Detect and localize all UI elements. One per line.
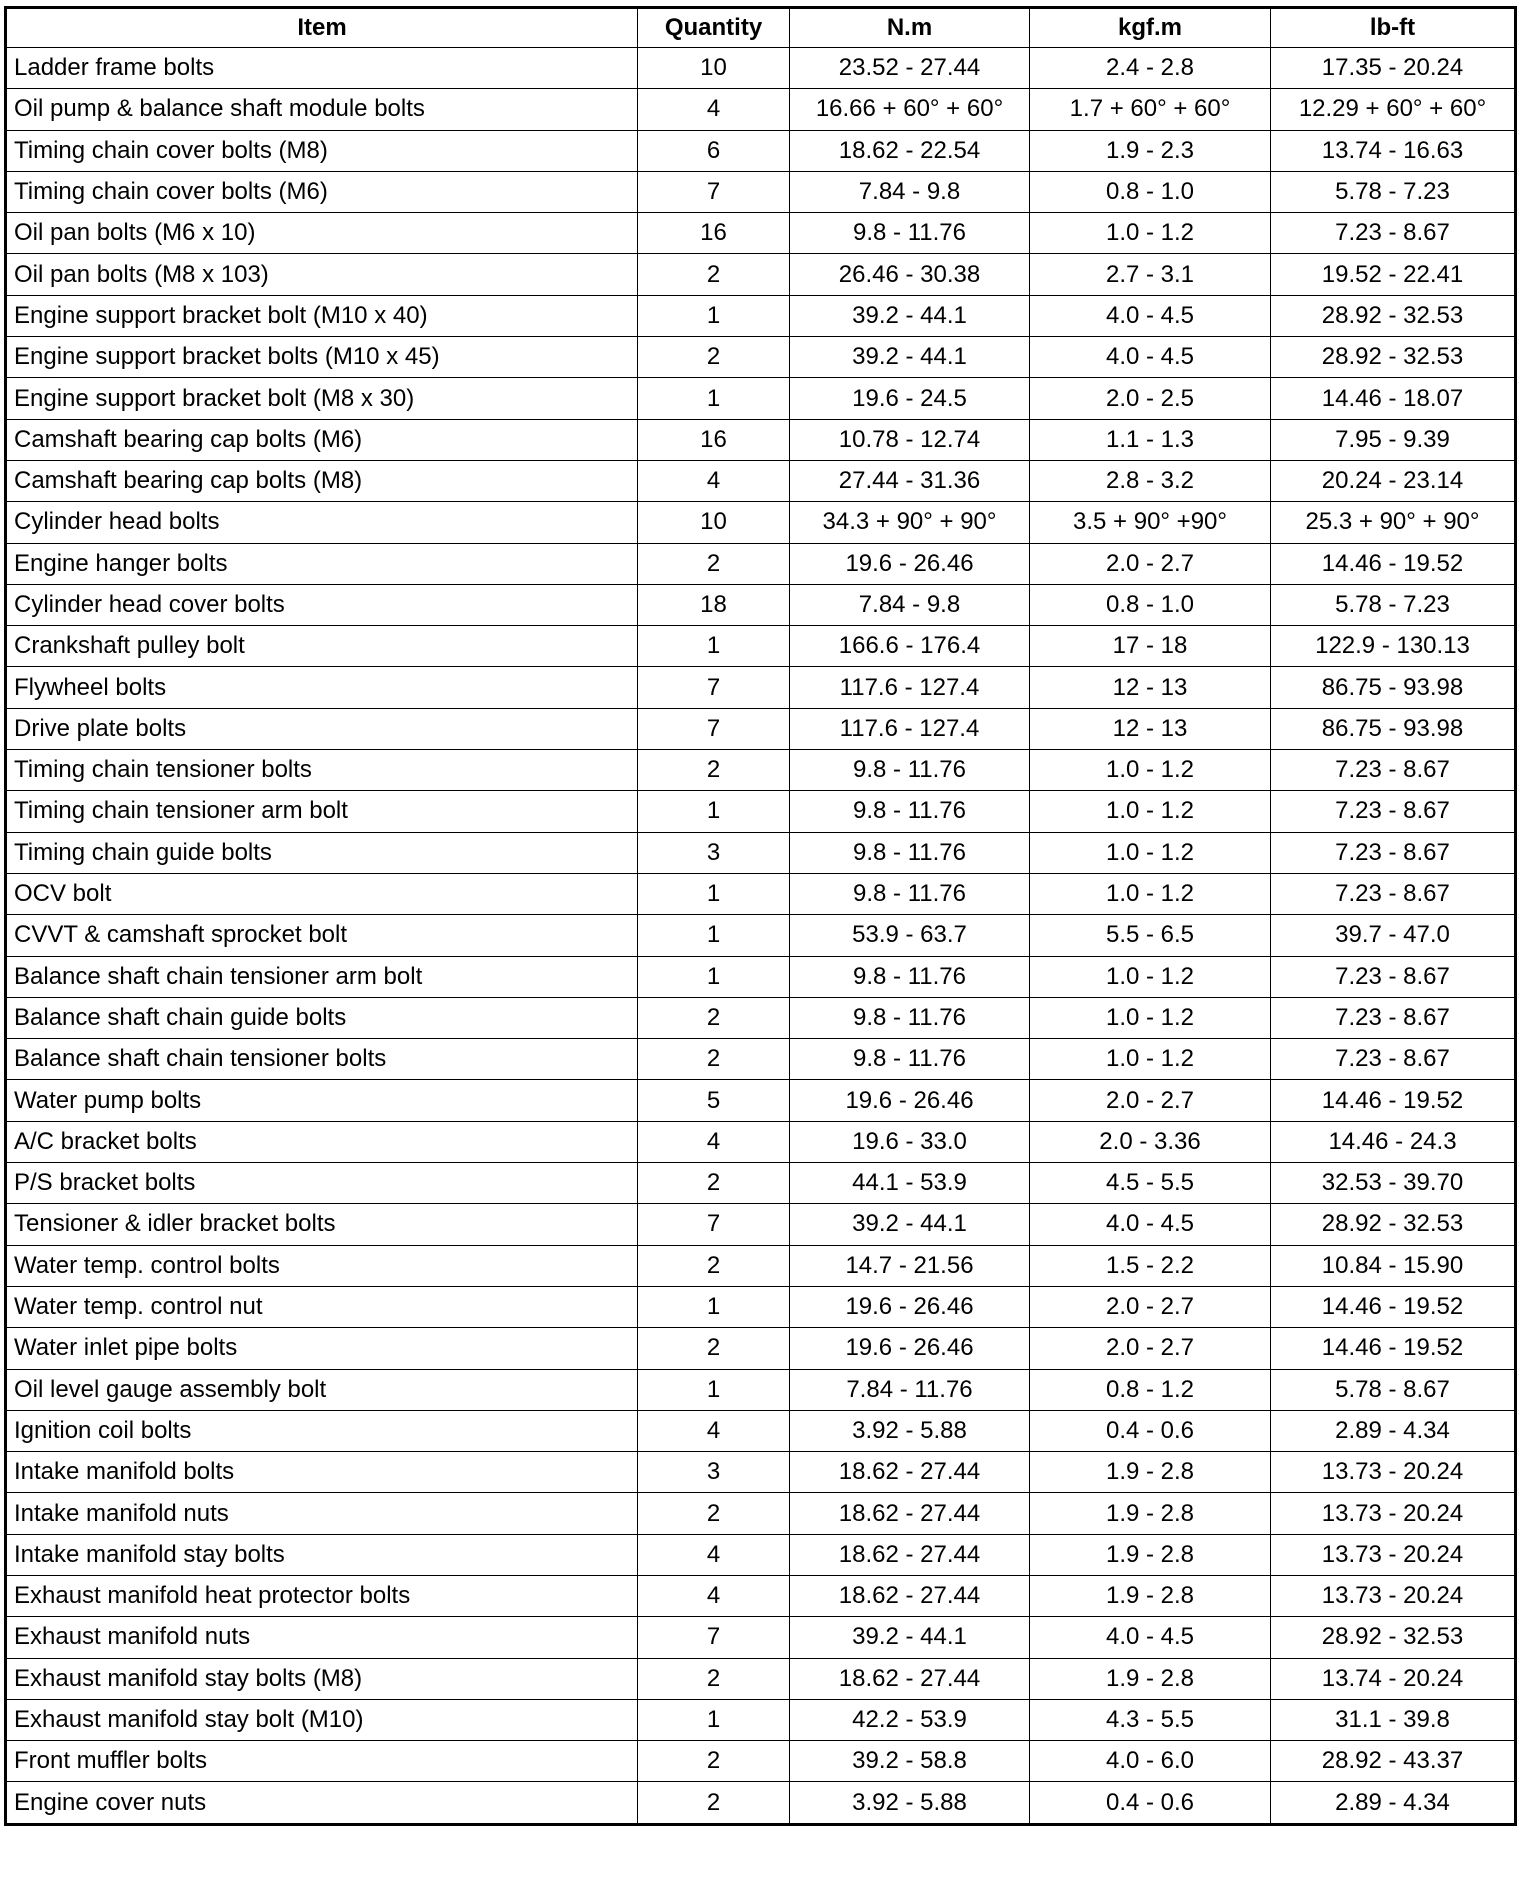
cell-lbft: 32.53 - 39.70	[1271, 1163, 1516, 1204]
cell-lbft: 17.35 - 20.24	[1271, 48, 1516, 89]
table-row	[6, 1452, 1516, 1493]
cell-item: Engine support bracket bolt (M10 x 40)	[6, 295, 638, 336]
header-quantity: Quantity	[638, 8, 790, 48]
cell-nm: 19.6 - 33.0	[790, 1121, 1030, 1162]
cell-nm: 16.66 + 60° + 60°	[790, 89, 1030, 130]
cell-quantity: 7	[638, 1617, 790, 1658]
cell-nm: 19.6 - 26.46	[790, 1080, 1030, 1121]
cell-nm: 9.8 - 11.76	[790, 956, 1030, 997]
cell-lbft: 14.46 - 19.52	[1271, 1328, 1516, 1369]
cell-item: Engine support bracket bolts (M10 x 45)	[6, 337, 638, 378]
cell-quantity: 2	[638, 1658, 790, 1699]
cell-kgfm: 1.0 - 1.2	[1030, 213, 1271, 254]
table-body	[6, 48, 1516, 1825]
cell-quantity: 10	[638, 502, 790, 543]
cell-item: Oil level gauge assembly bolt	[6, 1369, 638, 1410]
cell-nm: 10.78 - 12.74	[790, 419, 1030, 460]
cell-nm: 39.2 - 44.1	[790, 1617, 1030, 1658]
table-row	[6, 1080, 1516, 1121]
table-row	[6, 1163, 1516, 1204]
cell-lbft: 28.92 - 32.53	[1271, 295, 1516, 336]
cell-kgfm: 1.0 - 1.2	[1030, 750, 1271, 791]
cell-lbft: 20.24 - 23.14	[1271, 460, 1516, 501]
cell-nm: 39.2 - 58.8	[790, 1741, 1030, 1782]
cell-item: P/S bracket bolts	[6, 1163, 638, 1204]
cell-quantity: 4	[638, 1121, 790, 1162]
cell-nm: 9.8 - 11.76	[790, 750, 1030, 791]
table-row	[6, 1699, 1516, 1740]
cell-quantity: 1	[638, 915, 790, 956]
cell-item: Tensioner & idler bracket bolts	[6, 1204, 638, 1245]
cell-quantity: 2	[638, 1493, 790, 1534]
cell-nm: 39.2 - 44.1	[790, 295, 1030, 336]
cell-item: Balance shaft chain tensioner bolts	[6, 1039, 638, 1080]
table-row	[6, 750, 1516, 791]
table-row	[6, 254, 1516, 295]
cell-lbft: 10.84 - 15.90	[1271, 1245, 1516, 1286]
cell-item: Timing chain tensioner arm bolt	[6, 791, 638, 832]
cell-item: Drive plate bolts	[6, 708, 638, 749]
cell-item: Timing chain cover bolts (M8)	[6, 130, 638, 171]
table-row	[6, 1741, 1516, 1782]
cell-nm: 117.6 - 127.4	[790, 667, 1030, 708]
cell-kgfm: 2.0 - 2.7	[1030, 1328, 1271, 1369]
table-row	[6, 915, 1516, 956]
cell-kgfm: 1.9 - 2.8	[1030, 1452, 1271, 1493]
cell-kgfm: 1.0 - 1.2	[1030, 956, 1271, 997]
cell-lbft: 28.92 - 43.37	[1271, 1741, 1516, 1782]
cell-lbft: 7.23 - 8.67	[1271, 832, 1516, 873]
cell-lbft: 2.89 - 4.34	[1271, 1410, 1516, 1451]
cell-nm: 19.6 - 26.46	[790, 1286, 1030, 1327]
cell-lbft: 7.23 - 8.67	[1271, 213, 1516, 254]
table-row	[6, 1328, 1516, 1369]
cell-item: Timing chain cover bolts (M6)	[6, 171, 638, 212]
cell-quantity: 4	[638, 1534, 790, 1575]
cell-quantity: 4	[638, 1410, 790, 1451]
cell-kgfm: 12 - 13	[1030, 667, 1271, 708]
cell-quantity: 7	[638, 667, 790, 708]
table-row	[6, 502, 1516, 543]
cell-quantity: 6	[638, 130, 790, 171]
cell-nm: 39.2 - 44.1	[790, 1204, 1030, 1245]
cell-lbft: 86.75 - 93.98	[1271, 667, 1516, 708]
cell-lbft: 7.23 - 8.67	[1271, 873, 1516, 914]
cell-item: CVVT & camshaft sprocket bolt	[6, 915, 638, 956]
cell-nm: 166.6 - 176.4	[790, 626, 1030, 667]
cell-lbft: 28.92 - 32.53	[1271, 1617, 1516, 1658]
table-row	[6, 832, 1516, 873]
cell-kgfm: 17 - 18	[1030, 626, 1271, 667]
cell-nm: 3.92 - 5.88	[790, 1410, 1030, 1451]
cell-kgfm: 1.9 - 2.3	[1030, 130, 1271, 171]
cell-item: Cylinder head bolts	[6, 502, 638, 543]
cell-nm: 3.92 - 5.88	[790, 1782, 1030, 1824]
header-row	[6, 8, 1516, 48]
cell-quantity: 3	[638, 1452, 790, 1493]
cell-nm: 9.8 - 11.76	[790, 832, 1030, 873]
cell-item: Ignition coil bolts	[6, 1410, 638, 1451]
cell-quantity: 4	[638, 89, 790, 130]
cell-nm: 9.8 - 11.76	[790, 997, 1030, 1038]
cell-item: Crankshaft pulley bolt	[6, 626, 638, 667]
table-row	[6, 1658, 1516, 1699]
cell-quantity: 2	[638, 1163, 790, 1204]
cell-kgfm: 2.0 - 2.5	[1030, 378, 1271, 419]
cell-nm: 27.44 - 31.36	[790, 460, 1030, 501]
cell-kgfm: 1.0 - 1.2	[1030, 997, 1271, 1038]
cell-item: Water temp. control bolts	[6, 1245, 638, 1286]
cell-kgfm: 4.5 - 5.5	[1030, 1163, 1271, 1204]
cell-kgfm: 2.0 - 2.7	[1030, 1080, 1271, 1121]
cell-item: Engine cover nuts	[6, 1782, 638, 1824]
cell-item: Ladder frame bolts	[6, 48, 638, 89]
table-row	[6, 956, 1516, 997]
cell-kgfm: 1.9 - 2.8	[1030, 1493, 1271, 1534]
cell-item: Balance shaft chain tensioner arm bolt	[6, 956, 638, 997]
cell-lbft: 28.92 - 32.53	[1271, 337, 1516, 378]
cell-item: Camshaft bearing cap bolts (M8)	[6, 460, 638, 501]
cell-kgfm: 4.0 - 4.5	[1030, 295, 1271, 336]
table-row	[6, 1410, 1516, 1451]
cell-lbft: 13.74 - 16.63	[1271, 130, 1516, 171]
cell-kgfm: 1.0 - 1.2	[1030, 873, 1271, 914]
cell-kgfm: 4.3 - 5.5	[1030, 1699, 1271, 1740]
cell-nm: 18.62 - 27.44	[790, 1534, 1030, 1575]
cell-lbft: 5.78 - 8.67	[1271, 1369, 1516, 1410]
cell-item: Intake manifold bolts	[6, 1452, 638, 1493]
cell-lbft: 13.73 - 20.24	[1271, 1534, 1516, 1575]
cell-lbft: 14.46 - 19.52	[1271, 1286, 1516, 1327]
cell-kgfm: 2.4 - 2.8	[1030, 48, 1271, 89]
cell-lbft: 7.23 - 8.67	[1271, 750, 1516, 791]
cell-quantity: 1	[638, 1699, 790, 1740]
cell-nm: 26.46 - 30.38	[790, 254, 1030, 295]
cell-quantity: 1	[638, 378, 790, 419]
cell-lbft: 122.9 - 130.13	[1271, 626, 1516, 667]
table-row	[6, 1575, 1516, 1616]
cell-nm: 23.52 - 27.44	[790, 48, 1030, 89]
table-row	[6, 543, 1516, 584]
table-row	[6, 1245, 1516, 1286]
cell-quantity: 2	[638, 254, 790, 295]
cell-kgfm: 5.5 - 6.5	[1030, 915, 1271, 956]
cell-lbft: 14.46 - 19.52	[1271, 543, 1516, 584]
cell-lbft: 5.78 - 7.23	[1271, 584, 1516, 625]
cell-item: Camshaft bearing cap bolts (M6)	[6, 419, 638, 460]
cell-quantity: 5	[638, 1080, 790, 1121]
table-row	[6, 626, 1516, 667]
table-row	[6, 1286, 1516, 1327]
table-row	[6, 130, 1516, 171]
cell-lbft: 13.73 - 20.24	[1271, 1575, 1516, 1616]
table-row	[6, 1493, 1516, 1534]
cell-item: Cylinder head cover bolts	[6, 584, 638, 625]
cell-quantity: 2	[638, 1741, 790, 1782]
table-row	[6, 1121, 1516, 1162]
cell-item: Oil pump & balance shaft module bolts	[6, 89, 638, 130]
cell-nm: 39.2 - 44.1	[790, 337, 1030, 378]
table-row	[6, 1369, 1516, 1410]
cell-lbft: 14.46 - 18.07	[1271, 378, 1516, 419]
table-row	[6, 584, 1516, 625]
cell-lbft: 7.23 - 8.67	[1271, 997, 1516, 1038]
cell-item: A/C bracket bolts	[6, 1121, 638, 1162]
table-row	[6, 337, 1516, 378]
header-lbft: lb-ft	[1271, 8, 1516, 48]
cell-nm: 9.8 - 11.76	[790, 213, 1030, 254]
cell-item: Timing chain guide bolts	[6, 832, 638, 873]
cell-kgfm: 1.9 - 2.8	[1030, 1658, 1271, 1699]
header-item: Item	[6, 8, 638, 48]
cell-kgfm: 2.0 - 3.36	[1030, 1121, 1271, 1162]
cell-quantity: 2	[638, 543, 790, 584]
cell-item: Engine support bracket bolt (M8 x 30)	[6, 378, 638, 419]
cell-lbft: 5.78 - 7.23	[1271, 171, 1516, 212]
cell-item: Water pump bolts	[6, 1080, 638, 1121]
cell-lbft: 86.75 - 93.98	[1271, 708, 1516, 749]
table-row	[6, 1204, 1516, 1245]
cell-nm: 7.84 - 9.8	[790, 171, 1030, 212]
cell-nm: 18.62 - 27.44	[790, 1575, 1030, 1616]
cell-lbft: 19.52 - 22.41	[1271, 254, 1516, 295]
table-row	[6, 89, 1516, 130]
cell-item: Timing chain tensioner bolts	[6, 750, 638, 791]
cell-kgfm: 0.8 - 1.2	[1030, 1369, 1271, 1410]
table-header	[6, 8, 1516, 48]
cell-kgfm: 4.0 - 4.5	[1030, 1617, 1271, 1658]
cell-quantity: 18	[638, 584, 790, 625]
cell-item: Exhaust manifold stay bolts (M8)	[6, 1658, 638, 1699]
cell-nm: 44.1 - 53.9	[790, 1163, 1030, 1204]
cell-quantity: 2	[638, 997, 790, 1038]
cell-quantity: 7	[638, 708, 790, 749]
cell-item: Water temp. control nut	[6, 1286, 638, 1327]
cell-kgfm: 1.0 - 1.2	[1030, 1039, 1271, 1080]
cell-quantity: 2	[638, 1245, 790, 1286]
cell-quantity: 3	[638, 832, 790, 873]
cell-lbft: 25.3 + 90° + 90°	[1271, 502, 1516, 543]
cell-kgfm: 4.0 - 4.5	[1030, 337, 1271, 378]
cell-item: Exhaust manifold heat protector bolts	[6, 1575, 638, 1616]
cell-kgfm: 0.8 - 1.0	[1030, 171, 1271, 212]
cell-kgfm: 4.0 - 6.0	[1030, 1741, 1271, 1782]
cell-kgfm: 0.8 - 1.0	[1030, 584, 1271, 625]
cell-nm: 18.62 - 27.44	[790, 1658, 1030, 1699]
cell-item: Engine hanger bolts	[6, 543, 638, 584]
cell-quantity: 2	[638, 1039, 790, 1080]
cell-quantity: 1	[638, 873, 790, 914]
cell-quantity: 7	[638, 1204, 790, 1245]
cell-quantity: 1	[638, 956, 790, 997]
cell-kgfm: 1.9 - 2.8	[1030, 1575, 1271, 1616]
cell-kgfm: 1.0 - 1.2	[1030, 791, 1271, 832]
cell-item: Oil pan bolts (M6 x 10)	[6, 213, 638, 254]
header-nm: N.m	[790, 8, 1030, 48]
cell-quantity: 2	[638, 1328, 790, 1369]
cell-nm: 9.8 - 11.76	[790, 1039, 1030, 1080]
cell-lbft: 13.73 - 20.24	[1271, 1452, 1516, 1493]
cell-quantity: 1	[638, 791, 790, 832]
cell-item: Flywheel bolts	[6, 667, 638, 708]
cell-nm: 42.2 - 53.9	[790, 1699, 1030, 1740]
table-row	[6, 171, 1516, 212]
cell-kgfm: 1.0 - 1.2	[1030, 832, 1271, 873]
cell-item: Intake manifold stay bolts	[6, 1534, 638, 1575]
cell-nm: 18.62 - 27.44	[790, 1493, 1030, 1534]
cell-lbft: 14.46 - 19.52	[1271, 1080, 1516, 1121]
cell-quantity: 1	[638, 1286, 790, 1327]
cell-lbft: 28.92 - 32.53	[1271, 1204, 1516, 1245]
cell-lbft: 2.89 - 4.34	[1271, 1782, 1516, 1824]
cell-kgfm: 2.8 - 3.2	[1030, 460, 1271, 501]
table-row	[6, 1534, 1516, 1575]
cell-lbft: 39.7 - 47.0	[1271, 915, 1516, 956]
cell-nm: 9.8 - 11.76	[790, 873, 1030, 914]
cell-item: Exhaust manifold nuts	[6, 1617, 638, 1658]
cell-kgfm: 2.0 - 2.7	[1030, 1286, 1271, 1327]
cell-lbft: 12.29 + 60° + 60°	[1271, 89, 1516, 130]
cell-item: Water inlet pipe bolts	[6, 1328, 638, 1369]
cell-nm: 7.84 - 9.8	[790, 584, 1030, 625]
cell-kgfm: 0.4 - 0.6	[1030, 1782, 1271, 1824]
cell-quantity: 16	[638, 213, 790, 254]
cell-kgfm: 4.0 - 4.5	[1030, 1204, 1271, 1245]
cell-item: Exhaust manifold stay bolt (M10)	[6, 1699, 638, 1740]
cell-nm: 53.9 - 63.7	[790, 915, 1030, 956]
cell-lbft: 13.74 - 20.24	[1271, 1658, 1516, 1699]
cell-nm: 117.6 - 127.4	[790, 708, 1030, 749]
cell-quantity: 2	[638, 750, 790, 791]
cell-kgfm: 0.4 - 0.6	[1030, 1410, 1271, 1451]
cell-kgfm: 1.1 - 1.3	[1030, 419, 1271, 460]
cell-quantity: 2	[638, 1782, 790, 1824]
cell-kgfm: 1.5 - 2.2	[1030, 1245, 1271, 1286]
cell-item: Intake manifold nuts	[6, 1493, 638, 1534]
cell-quantity: 2	[638, 337, 790, 378]
cell-item: Front muffler bolts	[6, 1741, 638, 1782]
table-row	[6, 791, 1516, 832]
table-row	[6, 1039, 1516, 1080]
cell-nm: 19.6 - 26.46	[790, 543, 1030, 584]
cell-quantity: 4	[638, 1575, 790, 1616]
table-row	[6, 460, 1516, 501]
torque-spec-table	[4, 6, 1517, 1826]
cell-lbft: 31.1 - 39.8	[1271, 1699, 1516, 1740]
cell-kgfm: 2.0 - 2.7	[1030, 543, 1271, 584]
cell-nm: 9.8 - 11.76	[790, 791, 1030, 832]
cell-lbft: 13.73 - 20.24	[1271, 1493, 1516, 1534]
cell-lbft: 7.23 - 8.67	[1271, 1039, 1516, 1080]
cell-item: OCV bolt	[6, 873, 638, 914]
table-row	[6, 1617, 1516, 1658]
table-row	[6, 873, 1516, 914]
table-row	[6, 419, 1516, 460]
cell-lbft: 14.46 - 24.3	[1271, 1121, 1516, 1162]
cell-quantity: 16	[638, 419, 790, 460]
cell-lbft: 7.23 - 8.67	[1271, 791, 1516, 832]
header-kgfm: kgf.m	[1030, 8, 1271, 48]
cell-kgfm: 1.7 + 60° + 60°	[1030, 89, 1271, 130]
cell-kgfm: 3.5 + 90° +90°	[1030, 502, 1271, 543]
table-row	[6, 213, 1516, 254]
table-row	[6, 48, 1516, 89]
table-row	[6, 997, 1516, 1038]
cell-nm: 14.7 - 21.56	[790, 1245, 1030, 1286]
cell-item: Balance shaft chain guide bolts	[6, 997, 638, 1038]
cell-kgfm: 12 - 13	[1030, 708, 1271, 749]
cell-nm: 18.62 - 22.54	[790, 130, 1030, 171]
cell-quantity: 1	[638, 626, 790, 667]
cell-nm: 34.3 + 90° + 90°	[790, 502, 1030, 543]
cell-quantity: 7	[638, 171, 790, 212]
table-row	[6, 708, 1516, 749]
cell-kgfm: 1.9 - 2.8	[1030, 1534, 1271, 1575]
table-row	[6, 378, 1516, 419]
cell-quantity: 1	[638, 1369, 790, 1410]
cell-nm: 7.84 - 11.76	[790, 1369, 1030, 1410]
cell-lbft: 7.95 - 9.39	[1271, 419, 1516, 460]
cell-quantity: 4	[638, 460, 790, 501]
table-row	[6, 667, 1516, 708]
cell-kgfm: 2.7 - 3.1	[1030, 254, 1271, 295]
table-row	[6, 295, 1516, 336]
cell-nm: 18.62 - 27.44	[790, 1452, 1030, 1493]
cell-quantity: 1	[638, 295, 790, 336]
cell-nm: 19.6 - 24.5	[790, 378, 1030, 419]
cell-item: Oil pan bolts (M8 x 103)	[6, 254, 638, 295]
cell-nm: 19.6 - 26.46	[790, 1328, 1030, 1369]
cell-lbft: 7.23 - 8.67	[1271, 956, 1516, 997]
cell-quantity: 10	[638, 48, 790, 89]
table-row	[6, 1782, 1516, 1824]
